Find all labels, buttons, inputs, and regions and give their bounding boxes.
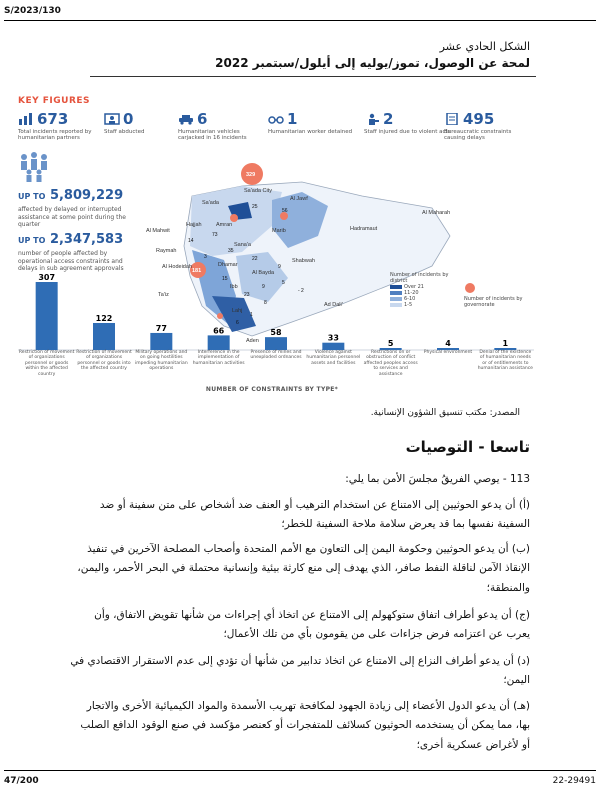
bar-value-label: 1 [502, 339, 509, 348]
handcuffs-icon [268, 113, 284, 125]
key-figure-desc: Bureaucratic constraints causing delays [444, 128, 512, 142]
affected-value: 5,809,229 [49, 188, 124, 203]
map-count: 35 [228, 248, 234, 254]
constraints-bar-chart [18, 270, 534, 362]
key-figure-value: 1 [287, 109, 298, 128]
access-infographic [12, 92, 532, 395]
district-legend-title: Number of incidents by district [390, 272, 449, 284]
header-rule [4, 20, 596, 21]
map-label: Al Jawf [290, 196, 308, 202]
key-figure-value: 2 [383, 109, 394, 128]
governorate-legend-title: Number of incidents by governorate [464, 296, 523, 308]
key-figure-staff-abducted [104, 108, 184, 135]
map-count: 73 [212, 232, 218, 238]
legend-label: 6-10 [404, 296, 416, 302]
key-figure-value: 0 [123, 109, 134, 128]
map-label: Sana'a [234, 242, 251, 248]
map-label: Ibb [230, 284, 238, 290]
recommendation-e: (هـ) أن يدعو الدول الأعضاء إلى زيادة الجهود لمكافحة تهريب الأسمدة والمواد الكيميائية الأخرى والاتجار بها، مما يمكن أن يستخدمه الحوثيون كسلائف للمتفجرات أو كعنصر مؤكسد في صنع الوقود الدافع الصلب أو لأغراض عسكرية أخرى؛ [80, 700, 530, 751]
map-label: Hadramaut [350, 226, 378, 232]
chart-axis-title: NUMBER OF CONSTRAINTS BY TYPE* [205, 386, 339, 393]
map-count: 181 [192, 268, 202, 274]
people-icon [18, 152, 58, 182]
map-count: 5 [282, 280, 285, 286]
access-prefix: UP TO [18, 236, 46, 245]
legend-label: 1-5 [404, 302, 413, 308]
category-label: Restrictions on or obstruction of conflict affected peoples access to services and assistance [363, 350, 418, 377]
map-label: Shabwah [292, 258, 315, 264]
map-label: Lahj [232, 308, 243, 314]
map-label: Sa'ada [202, 200, 219, 206]
recommendation-b: (ب) أن يدعو الحوثيين وحكومة اليمن إلى التعاون مع الأمم المتحدة وأصحاب المصلحة الآخرين في تنفيذ الإنقاذ الآمن لناقلة النفط صافر، الذي يهدف إلى منع كارثة بيئية وإنسانية محتملة في البحر الأحمر، واليمن، والمنطقة؛ [77, 543, 530, 594]
figure-number: الشكل الحادي عشر [439, 40, 530, 53]
affected-desc: affected by delayed or interrupted assistance at some point during the quarter [18, 206, 126, 228]
map-count: 329 [246, 172, 256, 178]
map-count: 6 [236, 320, 239, 326]
key-figure-desc: Staff injured due to violent acts [364, 128, 451, 135]
map-count: 9 [278, 264, 281, 270]
category-label: Violence against humanitarian personnel assets and facilities [306, 350, 361, 366]
key-figure-desc: Humanitarian worker detained [268, 128, 353, 135]
map-count: 23 [244, 292, 250, 298]
key-figure-value: 673 [37, 109, 69, 128]
person-frame-icon [104, 113, 120, 125]
key-figure-total-incidents [18, 108, 98, 142]
key-figure-desc: Humanitarian vehicles carjacked in 16 incidents [178, 128, 247, 142]
recommendation-c: (ج) أن يدعو أطراف اتفاق ستوكهولم إلى الامتناع عن اتخاذ أي إجراءات من شأنها تقويض الاتفاق، وأن يعرب عن اعتزامه فرض جزاءات على من يقومون بأي من تلك الأعمال؛ [94, 609, 530, 641]
key-figure-value: 495 [463, 109, 495, 128]
paragraph-113: 113 - يوصي الفريقُ مجلسَ الأمن بما يلي: [345, 473, 530, 485]
category-label: Interference in the implementation of humanitarian activities [192, 350, 245, 366]
key-figure-detained [268, 108, 353, 135]
chart-bar [265, 337, 287, 350]
key-figure-vehicles [178, 108, 258, 142]
map-count: 22 [252, 256, 258, 262]
map-count: 3 [204, 254, 207, 260]
map-count: 56 [282, 208, 288, 214]
bar-value-label: 4 [445, 339, 451, 348]
map-label: Al Bayda [252, 270, 275, 276]
footer-rule [4, 770, 596, 771]
affected-prefix: UP TO [18, 192, 46, 201]
legend-label: 11-20 [404, 290, 419, 296]
map-label: Al Mahwit [146, 228, 170, 234]
bar-value-label: 33 [327, 333, 339, 343]
bar-value-label: 122 [95, 313, 113, 323]
key-figure-desc: Total incidents reported by humanitarian partners [18, 128, 92, 142]
page-number: 47/200 [4, 776, 39, 786]
map-label: Ad Dali' [324, 302, 343, 308]
map-label: Al Maharah [422, 210, 451, 216]
document-icon [444, 113, 460, 125]
bar-value-label: 5 [387, 339, 394, 348]
map-count: 9 [262, 284, 265, 290]
figure-source: المصدر: مكتب تنسيق الشؤون الإنسانية. [370, 408, 520, 418]
chart-bar [208, 335, 230, 350]
key-figure-desc: Staff abducted [104, 128, 145, 135]
category-label: Military operations and on going hostilities impeding humanitarian operations [134, 350, 188, 372]
figure-title-rule [90, 76, 536, 77]
map-label: Raymah [156, 248, 177, 254]
injured-icon [364, 113, 380, 125]
map-label: Aden [246, 338, 259, 344]
chart-bar [93, 323, 115, 350]
map-count: 14 [188, 238, 194, 244]
affected-people-total [18, 188, 123, 203]
category-label: Presence of mines and unexploded ordnances [250, 350, 302, 361]
access-value: 2,347,583 [49, 232, 124, 247]
map-label: Ta'iz [158, 292, 169, 298]
map-label: Hajjah [186, 222, 202, 228]
recommendation-a: (أ) أن يدعو الحوثيين إلى الامتناع عن استخدام الترهيب أو العنف ضد أشخاص على متن سفينة أو ضد السفينة نفسها بما قد يعرض سلامة ملاحة السفينة للخطر؛ [99, 499, 530, 531]
document-symbol: S/2023/130 [4, 6, 61, 16]
section-heading: تاسعا - التوصيات [405, 438, 530, 456]
vehicle-icon [178, 113, 194, 125]
map-count: 15 [222, 276, 228, 282]
access-desc: number of people affected by operational access constraints and delays in sub agreement approvals [18, 250, 124, 272]
bar-value-label: 307 [38, 273, 56, 282]
map-count: 25 [252, 204, 258, 210]
chart-bar [36, 282, 58, 350]
document-number: 22-29491 [552, 776, 596, 786]
governorate-bubble-amran [230, 214, 238, 222]
map-label: Dhamar [218, 262, 238, 268]
access-affected-total [18, 232, 123, 247]
category-label: Physical environment [423, 350, 473, 355]
map-label: Amran [216, 222, 233, 228]
bar-value-label: 77 [155, 323, 167, 333]
map-label: Sa'ada City [244, 188, 272, 194]
map-count: 8 [264, 300, 267, 306]
map-count: - 2 [298, 288, 304, 294]
constraint-categories [18, 350, 534, 380]
chart-bar [150, 333, 172, 350]
figure-title: لمحة عن الوصول، تموز/يوليه إلى أيلول/سبتمبر 2022 [215, 56, 530, 70]
bar-value-label: 58 [270, 328, 282, 338]
category-label: Restriction of movement of organizations personnel or goods into the affected country [76, 350, 132, 372]
recommendation-d: (د) أن يدعو أطراف النزاع إلى الامتناع عن اتخاذ تدابير من شأنها أن تؤدي إلى عدم الاستقرار الاقتصادي في اليمن؛ [70, 655, 530, 687]
key-figure-bureaucratic [444, 108, 524, 142]
key-figure-value: 6 [197, 109, 208, 128]
bars-icon [18, 113, 34, 125]
legend-label: Over 21 [404, 284, 424, 290]
bar-value-label: 66 [213, 326, 225, 336]
category-label: Denial of the existence of humanitarian needs or of entitlements to humanitarian assistance [477, 350, 533, 372]
chart-bar [322, 343, 344, 350]
map-label: Al Hodeidah [162, 264, 192, 270]
key-figure-injured [364, 108, 451, 135]
category-label: Restriction of movement of organizations personnel or goods within the affected country [18, 350, 75, 377]
map-count: 1 [250, 312, 253, 318]
key-figures-label: KEY FIGURES [18, 96, 91, 106]
map-label: Marib [272, 228, 286, 234]
